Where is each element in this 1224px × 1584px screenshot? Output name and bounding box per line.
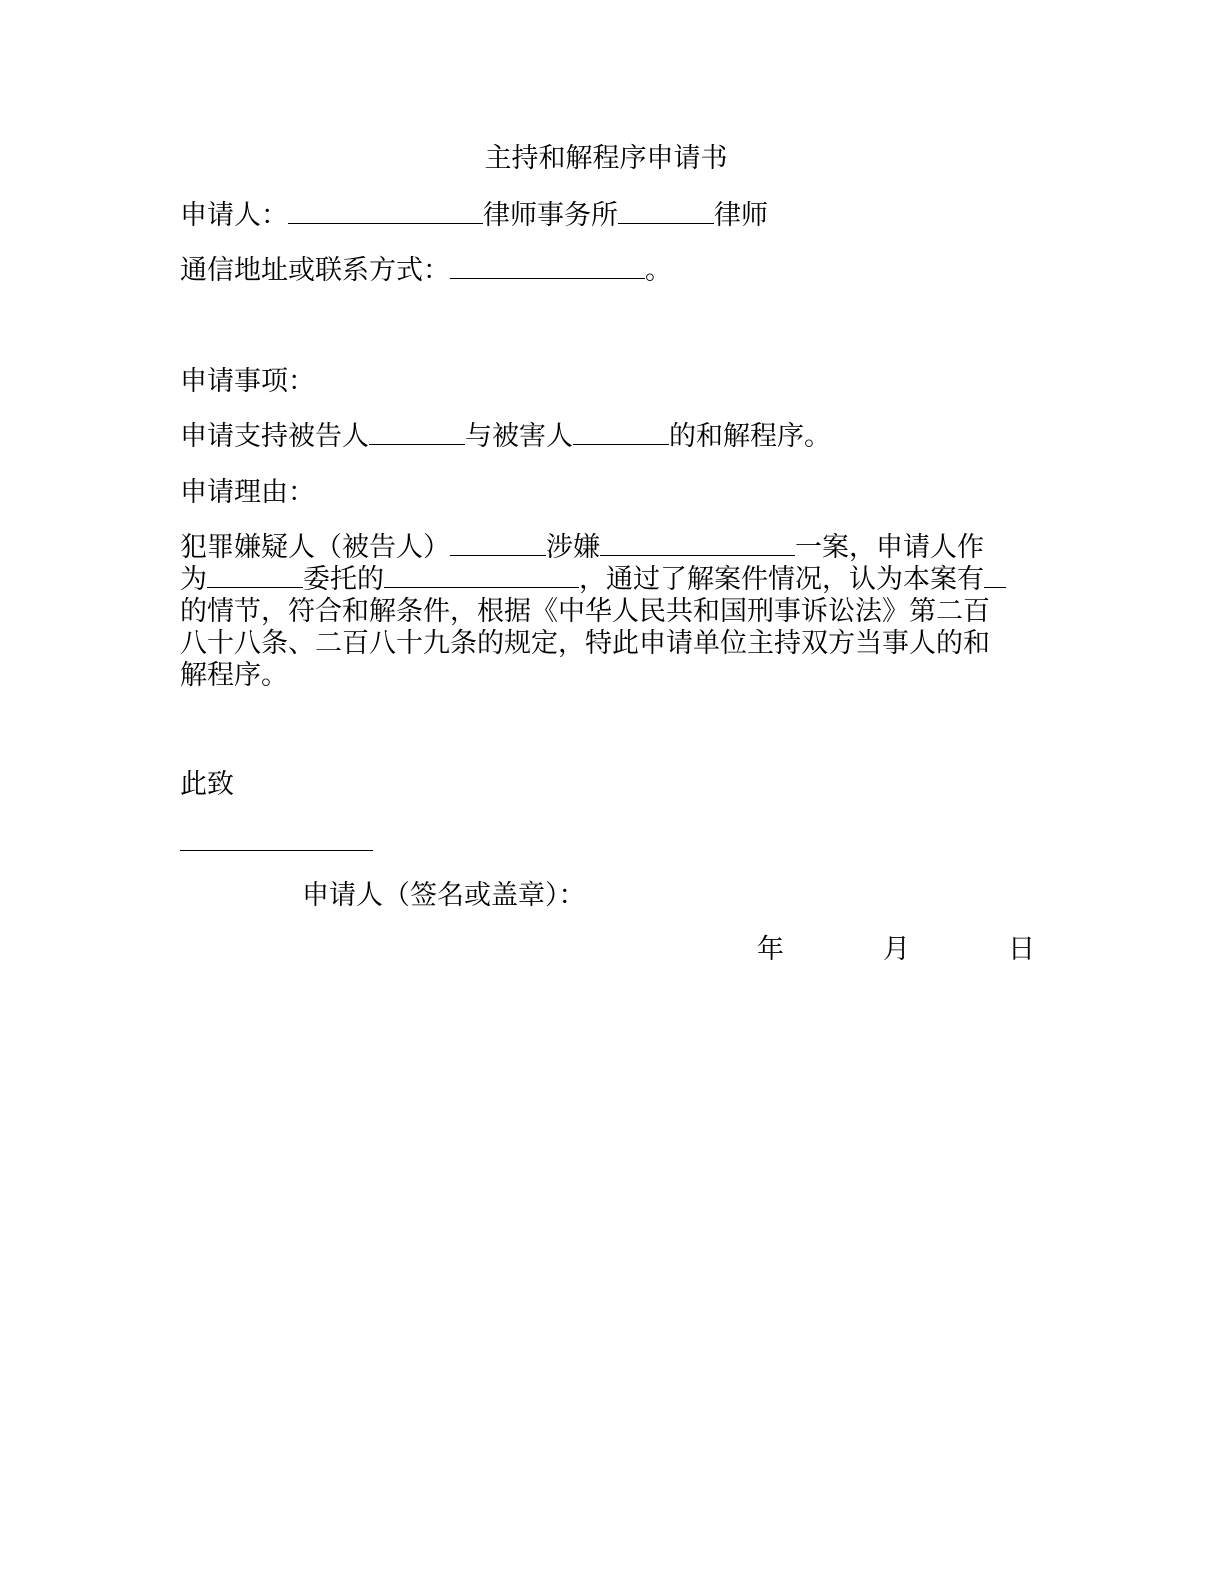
reason-line-2 [180,564,1006,596]
law-firm-suffix: 律师事务所 [483,200,618,231]
lawyer-name-blank [618,201,714,224]
request-part2: 与被害人 [465,421,573,452]
contact-end: 。 [645,255,672,286]
contact-line [180,255,672,287]
circumstance-blank [984,565,1006,588]
date-day: 日 [1008,934,1035,965]
document-title: 主持和解程序申请书 [484,143,728,174]
role-blank [384,565,579,588]
reason-line-4: 八十八条、二百八十九条的规定，特此申请单位主持双方当事人的和 [180,628,990,659]
reason-line-1 [180,532,984,564]
lawyer-suffix: 律师 [714,200,768,231]
reason-l1-b: 涉嫌 [546,532,600,563]
defendant-blank [369,422,465,445]
closing-text: 此致 [180,769,234,800]
applicant-label: 申请人： [180,200,288,231]
law-firm-blank [288,201,483,224]
reason-l1-a: 犯罪嫌疑人（被告人） [180,532,450,563]
contact-label: 通信地址或联系方式： [180,255,450,286]
signature-label: 申请人（签名或盖章）： [302,880,586,911]
reason-line-3: 的情节，符合和解条件，根据《中华人民共和国刑事诉讼法》第二百 [180,596,990,627]
applicant-line [180,200,768,232]
charge-blank [600,533,795,556]
request-part1: 申请支持被告人 [180,421,369,452]
contact-blank [450,256,645,279]
request-part3: 的和解程序。 [669,421,831,452]
reason-l2-a: 为 [180,564,207,595]
suspect-blank [450,533,546,556]
reason-heading: 申请理由： [180,477,315,508]
client-blank [207,565,303,588]
date-month: 月 [883,934,910,965]
reason-l2-b: 委托的 [303,564,384,595]
request-line [180,421,831,453]
date-year: 年 [757,934,784,965]
reason-l1-c: 一案，申请人作 [795,532,984,563]
request-heading: 申请事项： [180,366,315,397]
recipient-blank [180,850,373,851]
reason-l2-c: ，通过了解案件情况，认为本案有 [579,564,984,595]
reason-line-5: 解程序。 [180,660,288,691]
victim-blank [573,422,669,445]
